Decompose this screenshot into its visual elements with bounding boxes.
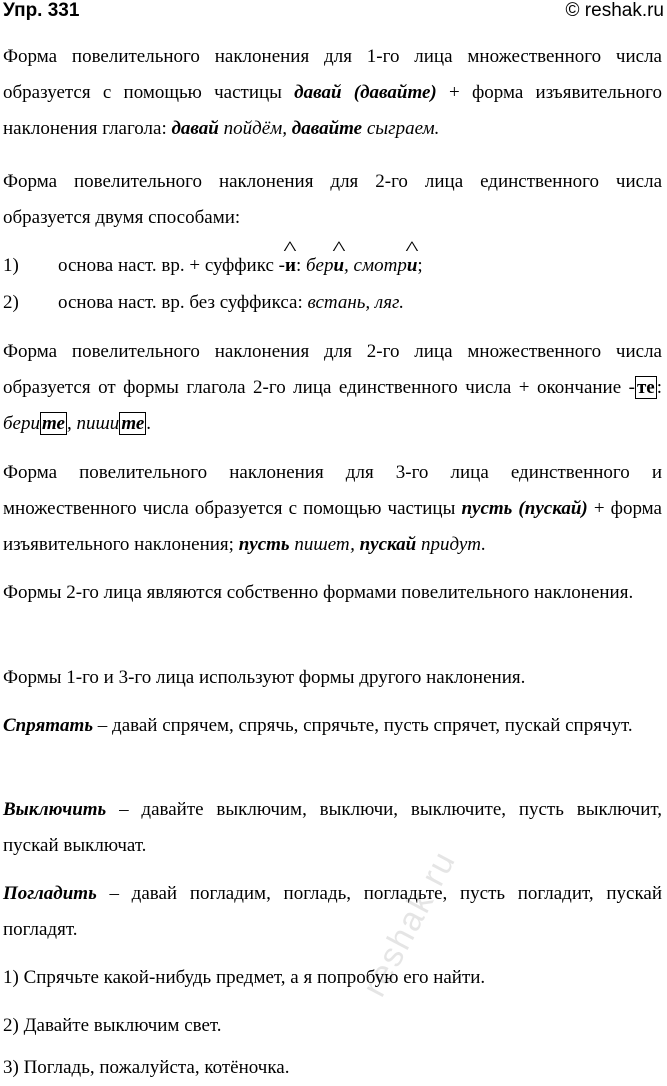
text: Формы 1-го и 3-го лица используют формы другого наклонения. bbox=[3, 667, 526, 688]
text: Форма повелительного наклонения для 1-го лица множественного числа образуется с помощью частицы bbox=[3, 46, 662, 103]
example-stem: , смотр bbox=[344, 255, 407, 276]
example-stem: бери bbox=[3, 413, 40, 434]
watermark: reshak.ru bbox=[355, 843, 464, 1003]
verb-heading: Погладить bbox=[3, 883, 97, 904]
paragraph-second-person-forms bbox=[3, 575, 662, 611]
list-item-1 bbox=[3, 248, 662, 284]
text: 3) Погладь, пожалуйста, котёночка. bbox=[3, 1057, 290, 1078]
text: : bbox=[656, 377, 662, 398]
text: + форма изъявительного наклонения; bbox=[3, 498, 662, 555]
text: Формы 2-го лица являются собственно формами повелительного наклонения. bbox=[3, 582, 634, 603]
sentence-2 bbox=[3, 1008, 662, 1044]
example-word: сыграем. bbox=[362, 118, 440, 139]
paragraph-second-person-singular bbox=[3, 164, 662, 236]
list-number: 1) bbox=[3, 255, 19, 276]
text: Форма повелительного наклонения для 2-го лица единственного числа образуется двумя способами: bbox=[3, 171, 662, 228]
particle-davai: давай (давайте) bbox=[294, 82, 437, 103]
site-copyright: © reshak.ru bbox=[565, 0, 664, 21]
verb-heading: Выключить bbox=[3, 799, 107, 820]
paragraph-first-person-plural bbox=[3, 39, 662, 147]
page-header bbox=[3, 0, 664, 26]
example-suffix: ^ и bbox=[333, 248, 344, 284]
text: основа наст. вр. + суффикс - bbox=[58, 255, 285, 276]
paragraph-spryatat bbox=[3, 708, 662, 744]
text: 1) Спрячьте какой-нибудь предмет, а я попробую его найти. bbox=[3, 967, 486, 988]
text: . bbox=[146, 413, 152, 434]
example-particle: давай bbox=[171, 118, 219, 139]
verb-heading: Спрятать bbox=[3, 715, 94, 736]
text: – давайте выключим, выключи, выключите, пусть выключит, пускай выключат. bbox=[3, 799, 662, 856]
text: : bbox=[295, 255, 306, 276]
list-item-2 bbox=[3, 285, 662, 321]
example-words: встань, ляг. bbox=[307, 292, 404, 313]
text: ; bbox=[417, 255, 423, 276]
example-particle: давайте bbox=[291, 118, 363, 139]
example-ending: те bbox=[42, 413, 65, 434]
paragraph-vyklyuchit bbox=[3, 792, 662, 864]
example-stem: пиши bbox=[76, 413, 120, 434]
text: 2) Давайте выключим свет. bbox=[3, 1015, 222, 1036]
example-word: пишет, bbox=[289, 534, 360, 555]
ending-te: те bbox=[636, 377, 655, 398]
text: основа наст. вр. без суффикса: bbox=[58, 292, 308, 313]
example-particle: пусть bbox=[238, 534, 290, 555]
text: , bbox=[66, 413, 77, 434]
sentence-1 bbox=[3, 960, 662, 996]
text: Форма повелительного наклонения для 3-го лица единственного и множественного числа образуется с помощью частицы bbox=[3, 462, 662, 519]
paragraph-third-person bbox=[3, 455, 662, 563]
example-suffix: ^ и bbox=[407, 248, 418, 284]
exercise-number: Упр. 331 bbox=[3, 0, 80, 21]
example-particle: пускай bbox=[359, 534, 417, 555]
text: + форма изъявительного наклонения глагола: bbox=[3, 82, 662, 139]
example-word: пойдём, bbox=[218, 118, 292, 139]
example-ending: те bbox=[121, 413, 145, 434]
paragraph-pogladit bbox=[3, 876, 662, 948]
paragraph-other-forms bbox=[3, 660, 662, 696]
list-number: 2) bbox=[3, 292, 19, 313]
paragraph-second-person-plural bbox=[3, 334, 662, 442]
text: – давай погладим, погладь, погладьте, пусть погладит, пускай погладят. bbox=[3, 883, 662, 940]
example-word: придут. bbox=[416, 534, 487, 555]
suffix-i: ^ и bbox=[285, 248, 296, 284]
text: – давай спрячем, спрячь, спрячьте, пусть спрячет, пускай спрячут. bbox=[93, 715, 633, 736]
sentence-3 bbox=[3, 1050, 662, 1086]
text: Форма повелительного наклонения для 2-го лица множественного числа образуется от формы глагола 2-го лица единственного числа + окончание - bbox=[3, 341, 662, 398]
example-stem: бер bbox=[305, 255, 334, 276]
particle-pust: пусть (пускай) bbox=[461, 498, 588, 519]
